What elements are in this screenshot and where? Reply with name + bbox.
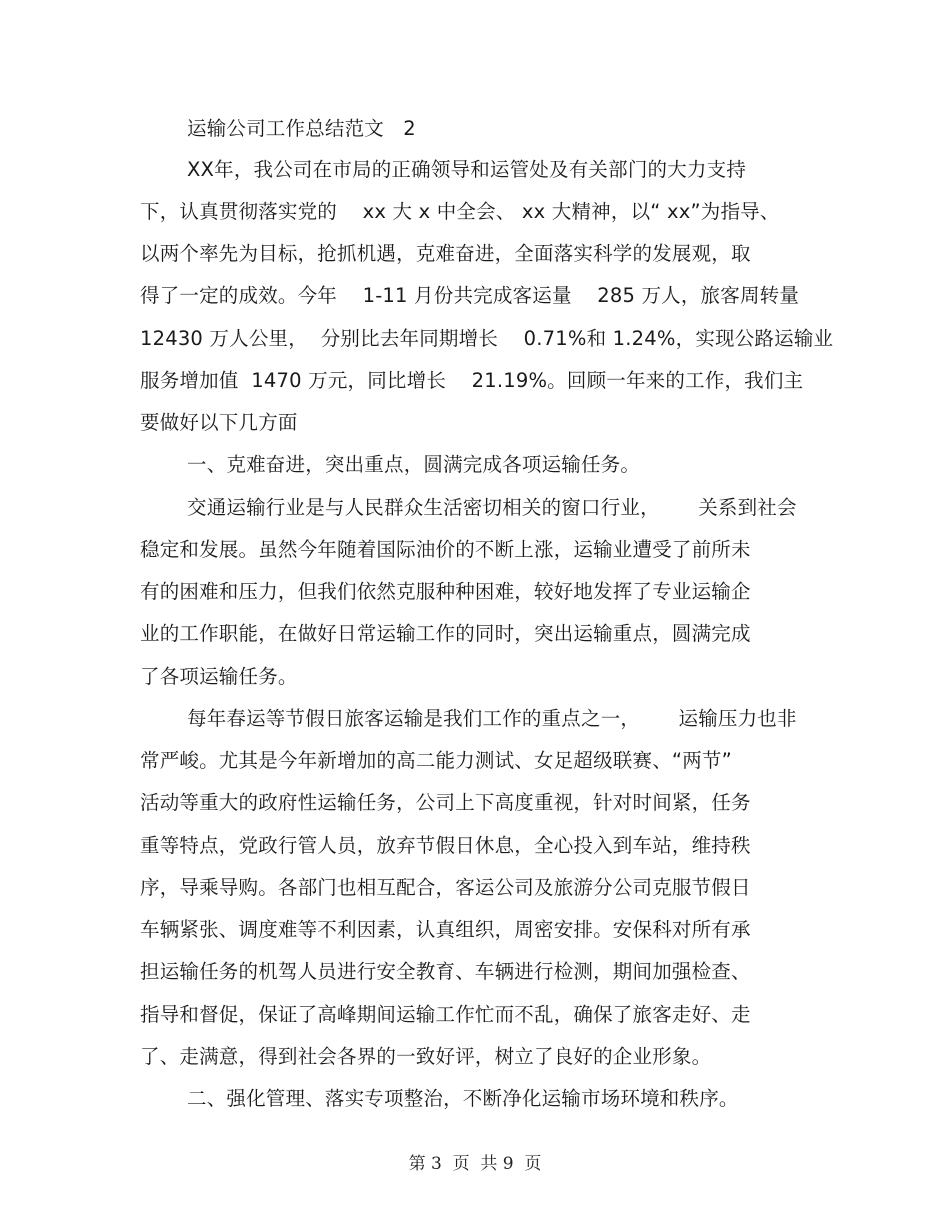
text-line-6: 服务增加值 1470 万元，同比增长 21.19%。回顾一年来的工作，我们主 (140, 369, 804, 392)
text-line-12: 业的工作职能，在做好日常运输工作的同时，突出运输重点，圆满完成 (140, 622, 751, 645)
document-title: 运输公司工作总结范文 2 (187, 117, 416, 140)
text-line-22: 了、走满意，得到社会各界的一致好评，树立了良好的企业形象。 (140, 1045, 712, 1068)
text-line-3: 以两个率先为目标，抢抓机遇，克难奋进，全面落实科学的发展观，取 (140, 242, 751, 265)
text-line-11: 有的困难和压力，但我们依然克服种种困难，较好地发挥了专业运输企 (140, 580, 751, 603)
text-line-13: 了各项运输任务。 (140, 665, 298, 688)
text-line-18: 序，导乘导购。各部门也相互配合，客运公司及旅游分公司克服节假日 (140, 876, 751, 899)
text-line-20: 担运输任务的机驾人员进行安全教育、车辆进行检测，期间加强检查、 (140, 960, 751, 983)
page-number-footer: 第 3 页 共 9 页 (408, 1154, 542, 1174)
section-heading-2: 二、强化管理、落实专项整治，不断净化运输市场环境和秩序。 (187, 1087, 739, 1110)
text-line-2: 下，认真贯彻落实党的 xx 大 x 中全会、 xx 大精神，以“ xx”为指导、 (140, 200, 780, 223)
text-line-7: 要做好以下几方面 (140, 411, 298, 434)
text-line-4: 得了一定的成效。今年 1-11 月份共完成客运量 285 万人，旅客周转量 (140, 284, 800, 307)
text-line-21: 指导和督促，保证了高峰期间运输工作忙而不乱，确保了旅客走好、走 (140, 1003, 751, 1026)
text-line-19: 车辆紧张、调度难等不利因素，认真组织，周密安排。安保科对所有承 (140, 918, 751, 941)
text-line-9: 交通运输行业是与人民群众生活密切相关的窗口行业， 关系到社会 (187, 496, 797, 519)
text-line-17: 重等特点，党政行管人员，放弃节假日休息，全心投入到车站，维持秩 (140, 834, 751, 857)
text-line-5: 12430 万人公里， 分别比去年同期增长 0.71%和 1.24%，实现公路运输业 (140, 327, 834, 350)
text-line-15: 常严峻。尤其是今年新增加的高二能力测试、女足超级联赛、“两节” (140, 749, 732, 772)
text-line-1: XX年，我公司在市局的正确领导和运管处及有关部门的大力支持 (187, 158, 747, 181)
text-line-14: 每年春运等节假日旅客运输是我们工作的重点之一， 运输压力也非 (187, 707, 797, 730)
section-heading-1: 一、克难奋进，突出重点，圆满完成各项运输任务。 (187, 453, 641, 476)
text-line-10: 稳定和发展。虽然今年随着国际油价的不断上涨，运输业遭受了前所未 (140, 538, 751, 561)
text-line-16: 活动等重大的政府性运输任务，公司上下高度重视，针对时间紧，任务 (140, 791, 751, 814)
